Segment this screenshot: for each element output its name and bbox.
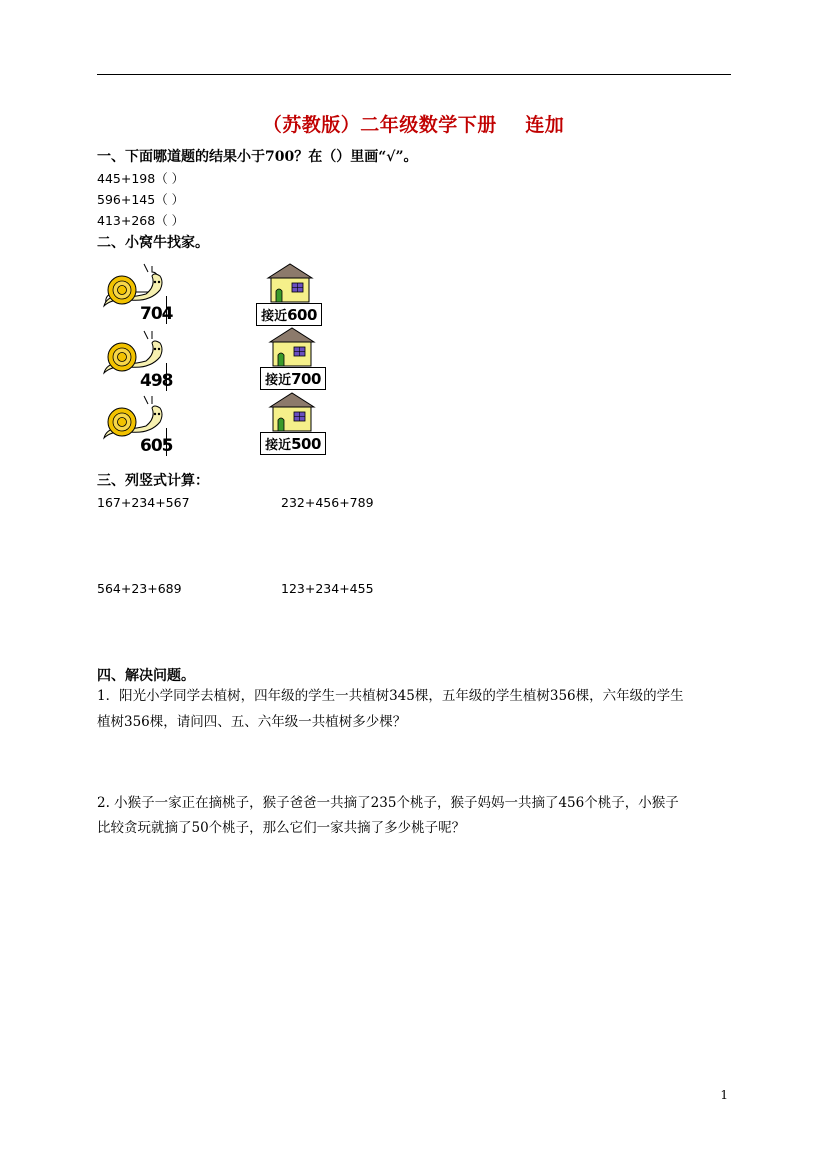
question-1-line1: 1．阳光小学同学去植树，四年级的学生一共植树345棵，五年级的学生植树356棵，六年级的学生: [97, 688, 684, 704]
house-sign: [256, 303, 322, 326]
house-icon: [268, 327, 316, 367]
house-card[interactable]: [260, 392, 330, 460]
house-icon: [266, 263, 314, 303]
section1-heading: 一、下面哪道题的结果小于700？在（）里画“√”。: [97, 149, 418, 165]
section2-heading: 二、小窝牛找家。: [97, 235, 209, 251]
snail-card[interactable]: [102, 392, 172, 458]
snail-card[interactable]: [102, 260, 172, 326]
snail-number: 605: [140, 436, 173, 456]
house-label: 接近: [261, 309, 288, 324]
house-label: 接近: [265, 438, 292, 453]
header-rule: [97, 74, 731, 75]
section1-item: 596+145（ ）: [97, 192, 185, 207]
house-card[interactable]: [256, 263, 326, 331]
snail-number: 498: [140, 371, 173, 391]
page-title: （苏教版）二年级数学下册 连加: [262, 114, 565, 136]
section4-heading: 四、解决问题。: [97, 668, 195, 684]
section1-item: 413+268（ ）: [97, 213, 185, 228]
calc-problem: 123+234+455: [281, 581, 374, 596]
snail-card[interactable]: [102, 327, 172, 393]
house-sign: [260, 367, 326, 390]
snail-number: 704: [140, 304, 173, 324]
calc-problem: 232+456+789: [281, 495, 374, 510]
house-icon: [268, 392, 316, 432]
snail-icon: [102, 392, 166, 442]
snail-icon: [102, 327, 166, 377]
calc-problem: 564+23+689: [97, 581, 182, 596]
calc-problem: 167+234+567: [97, 495, 190, 510]
house-sign: [260, 432, 326, 455]
question-2-line1: 2. 小猴子一家正在摘桃子，猴子爸爸一共摘了235个桃子，猴子妈妈一共摘了456个桃子，小猴子: [97, 795, 679, 811]
page-number: 1: [720, 1088, 728, 1102]
house-card[interactable]: [260, 327, 330, 395]
house-label: 接近: [265, 373, 292, 388]
section1-item: 445+198（ ）: [97, 171, 185, 186]
house-number: 700: [291, 369, 321, 388]
section3-heading: 三、列竖式计算：: [97, 473, 209, 489]
house-number: 500: [291, 434, 321, 453]
house-number: 600: [287, 305, 317, 324]
snail-icon: [102, 260, 166, 310]
question-2-line2: 比较贪玩就摘了50个桃子，那么它们一家共摘了多少桃子呢？: [97, 820, 466, 836]
question-1-line2: 植树356棵，请问四、五、六年级一共植树多少棵？: [97, 714, 407, 730]
